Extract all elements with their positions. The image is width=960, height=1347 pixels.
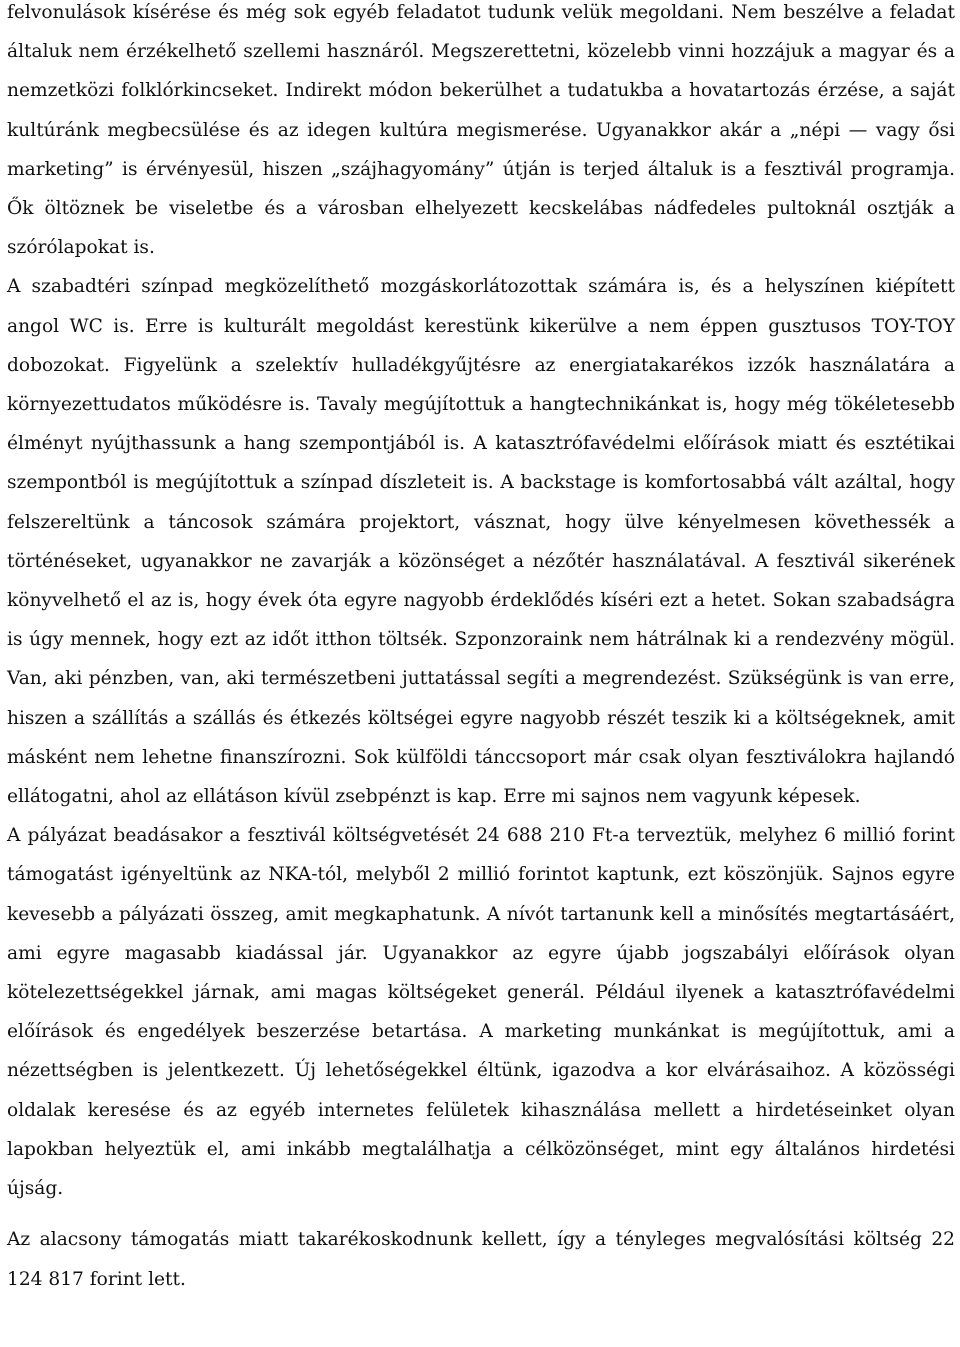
document-page [7,0,955,1299]
paragraph-volunteers: felvonulások kísérése és még sok egyéb feladatot tudunk velük megoldani. Nem beszélve a feladat általuk nem érzékelhető szellemi hasznáról. Megszerettetni, közelebb vinni hozzájuk a magyar és a nemzetközi folklórkincseket. Indirekt módon bekerülhet a tudatukba a hovatartozás érzése, a saját kultúránk megbecsülése és az idegen kultúra megismerése. Ugyanakkor akár a „népi — vagy ősi marketing” is érvényesül, hiszen „szájhagyomány” útján is terjed általuk is a fesztivál programja. Ők öltöznek be viseletbe és a városban elhelyezett kecskelábas nádfedeles pultoknál osztják a szórólapokat is. [7,2,955,259]
paragraph-final-cost: Az alacsony támogatás miatt takarékoskodnunk kellett, így a tényleges megvalósítási költség 22 124 817 forint lett. [7,1229,955,1290]
paragraph-budget: A pályázat beadásakor a fesztivál költségvetését 24 688 210 Ft-a terveztük, melyhez 6 millió forint támogatást igényeltünk az NKA-tól, melyből 2 millió forintot kaptunk, ezt köszönjük. Sajnos egyre kevesebb a pályázati összeg, amit megkaphatunk. A nívót tartanunk kell a minősítés megtartásáért, ami egyre magasabb kiadással jár. Ugyanakkor az egyre újabb jogszabályi előírások olyan kötelezettségekkel járnak, ami magas költségeket generál. Például ilyenek a katasztrófavédelmi előírások és engedélyek beszerzése betartása. A marketing munkánkat is megújítottuk, ami a nézettségben is jelentkezett. Új lehetőségekkel éltünk, igazodva a kor elvárásaihoz. A közösségi oldalak keresése és az egyéb internetes felületek kihasználása mellett a hirdetéseinket olyan lapokban helyeztük el, ami inkább megtalálhatja a célközönséget, mint egy általános hirdetési újság. [7,825,955,1200]
paragraph-venue-and-sponsors: A szabadtéri színpad megközelíthető mozgáskorlátozottak számára is, és a helyszínen kiépített angol WC is. Erre is kulturált megoldást kerestünk kikerülve a nem éppen gusztusos TOY-TOY dobozokat. Figyelünk a szelektív hulladékgyűjtésre az energiatakarékos izzók használatára a környezettudatos működésre is. Tavaly megújítottuk a hangtechnikánkat is, hogy még tökéletesebb élményt nyújthassunk a hang szempontjából is. A katasztrófavédelmi előírások miatt és esztétikai szempontból is megújítottuk a színpad díszleteit is. A backstage is komfortosabbá vált azáltal, hogy felszereltünk a táncosok számára projektort, vásznat, hogy ülve kényelmesen követhessék a történéseket, ugyanakkor ne zavarják a közönséget a nézőtér használatával. A fesztivál sikerének könyvelhető el az is, hogy évek óta egyre nagyobb érdeklődés kíséri ezt a hetet. Sokan szabadságra is úgy mennek, hogy ezt az időt itthon töltsék. Szponzoraink nem hátrálnak ki a rendezvény mögül. Van, aki pénzben, van, aki természetbeni juttatással segíti a megrendezést. Szükségünk is van erre, hiszen a szállítás a szállás és étkezés költségei egyre nagyobb részét teszik ki a költségeknek, amit másként nem lehetne finanszírozni. Sok külföldi tánccsoport már csak olyan fesztiválokra hajlandó ellátogatni, ahol az ellátáson kívül zsebpénzt is kap. Erre mi sajnos nem vagyunk képesek. [7,276,955,808]
